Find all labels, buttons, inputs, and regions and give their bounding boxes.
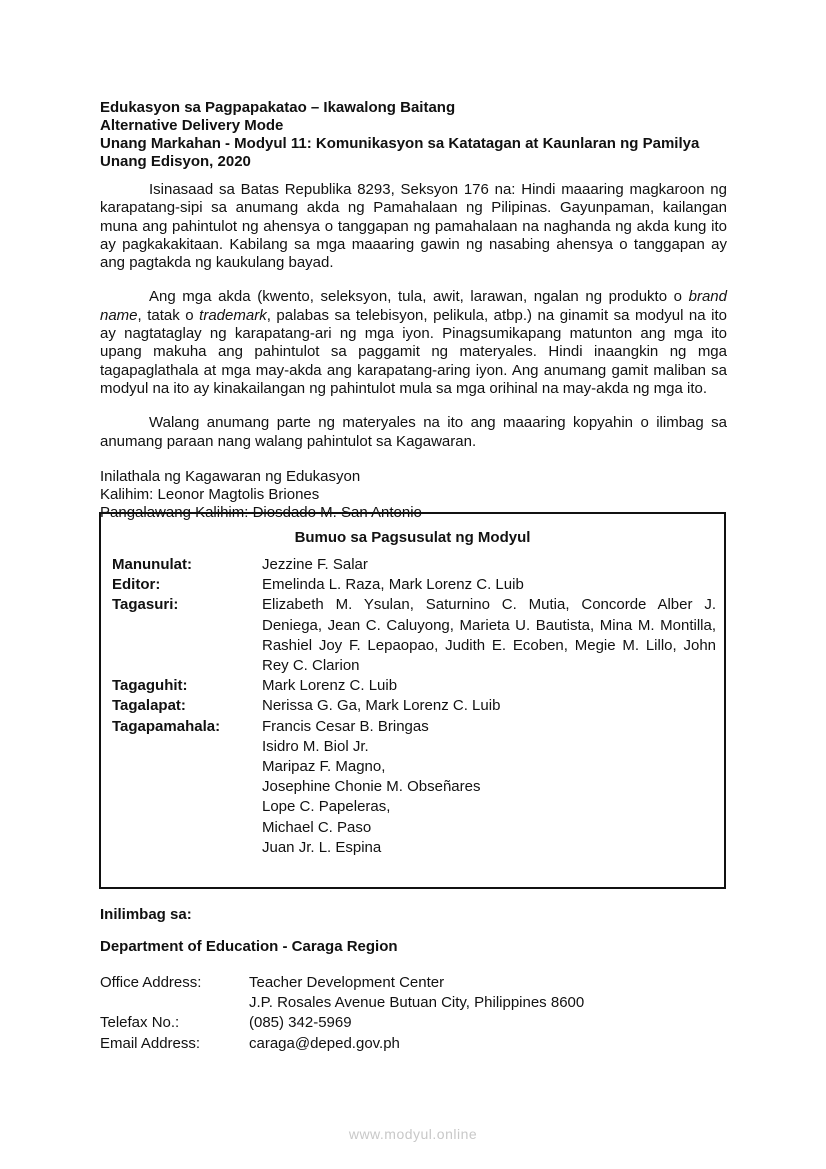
brand-name-term: brand name <box>100 288 727 324</box>
copyright-paragraph-1: Isinasaad sa Batas Republika 8293, Seksyon 176 na: Hindi maaaring magkaroon ng karapatang-sipi sa anumang akda ng Pamahalaan ng Pilipinas. Gayunpaman, kailangan muna ang pahintulot ng ahensya o tanggapan ng pamahalaan na naghanda ng akda kung ito ay pagkakakitaan. Kabilang sa mga maaaring gawin ng nasabing ahensya o tanggapan ay ang pagtakda ng kaukulang bayad. <box>100 181 727 272</box>
email-row <box>100 1034 584 1054</box>
credit-value: Nerissa G. Ga, Mark Lorenz C. Luib <box>262 697 501 715</box>
manager-name: Juan Jr. L. Espina <box>262 838 382 856</box>
team-box <box>99 512 726 889</box>
email-label: Email Address: <box>100 1034 201 1052</box>
credit-row <box>112 676 716 696</box>
copyright-paragraph-3: Walang anumang parte ng materyales na ito ang maaaring kopyahin o ilimbag sa anumang paraan nang walang pahintulot sa Kagawaran. <box>100 414 727 450</box>
manager-name: Maripaz F. Magno, <box>262 758 386 776</box>
telefax-label: Telefax No.: <box>100 1014 180 1032</box>
credit-value: Emelinda L. Raza, Mark Lorenz C. Luib <box>262 576 524 594</box>
team-credits <box>112 555 716 858</box>
contact-block <box>100 973 584 1054</box>
credit-value: Jezzine F. Salar <box>262 556 368 573</box>
telefax-number: (085) 342-5969 <box>249 1014 352 1032</box>
credit-label: Tagapamahala: <box>112 717 221 735</box>
credit-label: Editor: <box>112 576 161 594</box>
office-address-line-1: Teacher Development Center <box>249 974 445 991</box>
office-label: Office Address: <box>100 974 202 991</box>
telefax-row <box>100 1013 584 1033</box>
manager-name: Lope C. Papeleras, <box>262 798 391 816</box>
manager-name: Michael C. Paso <box>262 818 372 836</box>
secretary-line: Kalihim: Leonor Magtolis Briones <box>100 485 320 503</box>
credit-value <box>262 717 716 858</box>
credit-label: Tagasuri: <box>112 596 179 614</box>
credit-row <box>112 595 716 676</box>
module-title: Edukasyon sa Pagpapakatao – Ikawalong Baitang <box>100 99 456 116</box>
document-body <box>100 99 727 522</box>
credit-label: Manunulat: <box>112 556 192 573</box>
credit-label: Tagalapat: <box>112 697 186 715</box>
team-title: Bumuo sa Pagsusulat ng Modyul <box>294 529 531 546</box>
undersecretary-line: Pangalawang Kalihim: Diosdado M. San Antonio <box>100 503 422 521</box>
credit-row <box>112 717 716 858</box>
manager-name: Francis Cesar B. Bringas <box>262 717 429 735</box>
credit-row <box>112 696 716 716</box>
credit-label: Tagaguhit: <box>112 677 188 695</box>
trademark-term: trademark <box>199 306 267 324</box>
delivery-mode: Alternative Delivery Mode <box>100 117 284 134</box>
office-row-2 <box>100 993 584 1013</box>
edition: Unang Edisyon, 2020 <box>100 153 251 170</box>
copyright-paragraph-2: Ang mga akda (kwento, seleksyon, tula, awit, larawan, ngalan ng produkto o brand name, tatak o trademark, palabas sa telebisyon, pelikula, atbp.) na ginamit sa modyul na ito ay nagtataglay ng karapatang-ari ng mga iyon. Pinagsumikapang matunton ang mga ito upang makuha ang pahintulot sa paggamit ng materyales. Hindi inaangkin ng mga tagapaglathala at mga may-akda ang karapatang-aring iyon. Ang anumang gamit maliban sa modyul na ito ay kinakailangan ng pahintulot mula sa mga orihinal na may-akda ng mga ito. <box>100 288 727 397</box>
manager-name: Isidro M. Biol Jr. <box>262 737 369 755</box>
region-name: Department of Education - Caraga Region <box>100 938 398 955</box>
office-row <box>100 973 584 993</box>
credit-value: Elizabeth M. Ysulan, Saturnino C. Mutia, Concorde Alber J. Deniega, Jean C. Caluyong, Marieta U. Bautista, Mina M. Montilla, Rashiel Joy F. Lepaopao, Judith E. Ecoben, Megie M. Lillo, John Rey C. Clarion <box>262 596 716 675</box>
manager-name: Josephine Chonie M. Obseñares <box>262 778 481 796</box>
credit-value: Mark Lorenz C. Luib <box>262 677 398 695</box>
watermark: www.modyul.online <box>348 1126 478 1142</box>
printed-in-label: Inilimbag sa: <box>100 906 192 923</box>
module-subtitle: Unang Markahan - Modyul 11: Komunikasyon sa Katatagan at Kaunlaran ng Pamilya <box>100 135 700 152</box>
credit-row <box>112 555 716 575</box>
office-address-line-2: J.P. Rosales Avenue Butuan City, Philippines 8600 <box>249 994 585 1012</box>
email-address: caraga@deped.gov.ph <box>249 1034 400 1052</box>
publisher-line: Inilathala ng Kagawaran ng Edukasyon <box>100 467 361 485</box>
credit-row <box>112 575 716 595</box>
